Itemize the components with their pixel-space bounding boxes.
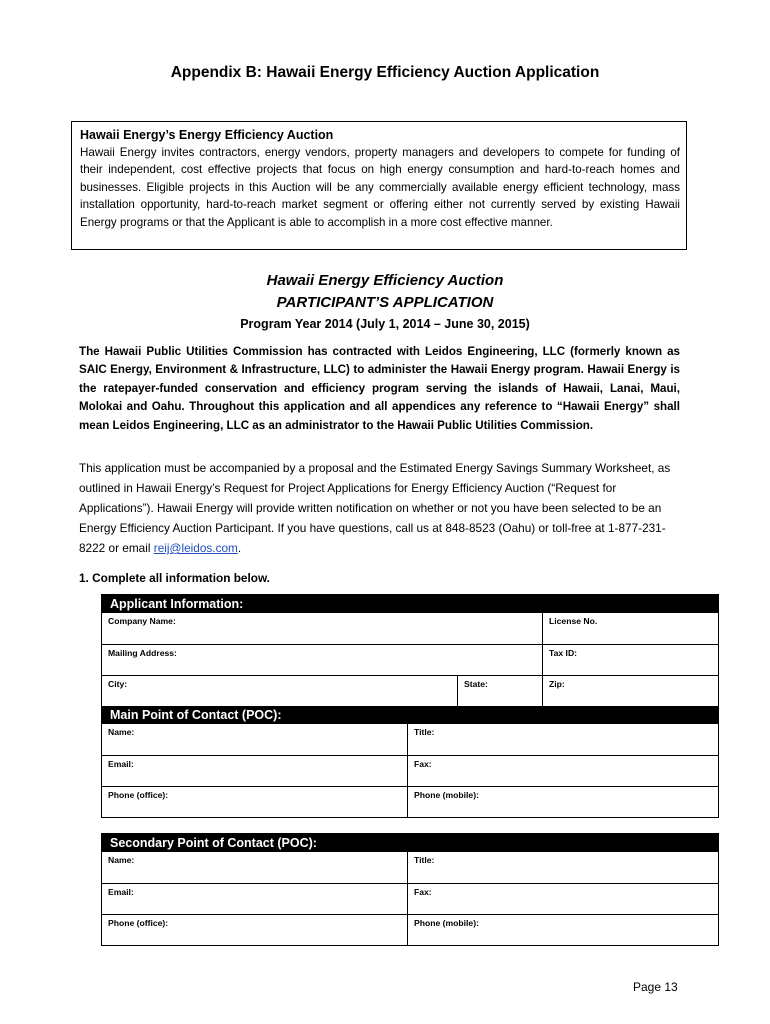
paragraph-end: . (237, 541, 242, 555)
secondary-poc-email-field[interactable]: Email: (108, 887, 134, 897)
company-name-field[interactable]: Company Name: (108, 616, 176, 626)
intro-box (71, 121, 687, 250)
form-row (102, 644, 718, 675)
secondary-poc-name-field[interactable]: Name: (108, 855, 135, 865)
form-row (102, 724, 718, 755)
license-number-field[interactable]: License No. (542, 613, 718, 644)
tax-id-field[interactable]: Tax ID: (542, 645, 718, 675)
main-poc-fax-field[interactable]: Fax: (407, 756, 718, 786)
page-number: Page 13 (633, 980, 678, 994)
instruction: 1. Complete all information below. (79, 571, 270, 585)
secondary-poc-title-field[interactable]: Title: (407, 852, 718, 883)
secondary-poc-phone-mobile-field[interactable]: Phone (mobile): (407, 915, 718, 945)
form-row (102, 675, 718, 706)
application-paragraph-text: This application must be accompanied by a proposal and the Estimated Energy Savings Summary Worksheet, as outlined in Hawaii Energy’s Request for Project Applications for Energy Efficiency Auction (“Request for Applications”). Hawaii Energy will provide written notification on whether or not you have been selected to be an Energy Efficiency Auction Participant. If you have questions, call us at 848-8523 (Oahu) or toll-free at 1-877-231-8222 or email (79, 461, 671, 555)
zip-field[interactable]: Zip: (542, 676, 718, 706)
city-field[interactable]: City: (108, 679, 128, 689)
application-paragraph (79, 458, 680, 558)
mailing-address-field[interactable]: Mailing Address: (108, 648, 177, 658)
intro-body: Hawaii Energy invites contractors, energy vendors, property managers and developers to compete for funding of their independent, cost effective projects that focus on high energy consumption and hard-to-reach homes and businesses. Eligible projects in this Auction will be any commercially available energy efficient technology, mass installation opportunity, hard-to-reach market segment or offering either not currently served by existing Hawaii Energy programs or that the Applicant is able to accomplish in a more cost effective manner. (80, 146, 680, 229)
application-heading: Hawaii Energy Efficiency Auction (266, 272, 504, 289)
intro-title: Hawaii Energy’s Energy Efficiency Auction (80, 128, 334, 142)
secondary-poc-form (101, 833, 719, 946)
main-poc-phone-office-field[interactable]: Phone (office): (108, 790, 169, 800)
main-poc-email-field[interactable]: Email: (108, 759, 134, 769)
state-field[interactable]: State: (457, 676, 542, 706)
main-poc-section-header: Main Point of Contact (POC): (102, 706, 718, 724)
application-subheading: PARTICIPANT’S APPLICATION (276, 294, 494, 311)
secondary-poc-section-header: Secondary Point of Contact (POC): (102, 834, 718, 852)
form-row (102, 755, 718, 786)
applicant-form (101, 594, 719, 818)
form-row (102, 786, 718, 817)
secondary-poc-fax-field[interactable]: Fax: (407, 884, 718, 914)
applicant-section-header: Applicant Information: (102, 595, 718, 613)
form-row (102, 852, 718, 883)
form-row (102, 613, 718, 644)
form-row (102, 914, 718, 945)
page-title: Appendix B: Hawaii Energy Efficiency Auction Application (170, 64, 600, 81)
program-year: Program Year 2014 (July 1, 2014 – June 30, 2015) (240, 317, 530, 331)
main-poc-title-field[interactable]: Title: (407, 724, 718, 755)
main-poc-name-field[interactable]: Name: (108, 727, 135, 737)
form-row (102, 883, 718, 914)
contact-email-link[interactable]: reij@leidos.com (153, 541, 238, 555)
main-poc-phone-mobile-field[interactable]: Phone (mobile): (407, 787, 718, 817)
secondary-poc-phone-office-field[interactable]: Phone (office): (108, 918, 169, 928)
commission-paragraph: The Hawaii Public Utilities Commission has contracted with Leidos Engineering, LLC (formerly known as SAIC Energy, Environment & Infrastructure, LLC) to administer the Hawaii Energy program. Hawaii Energy is the ratepayer-funded conservation and efficiency program serving the islands of Hawaii, Lanai, Maui, Molokai and Oahu. Throughout this application and all appendices any reference to “Hawaii Energy” shall mean Leidos Engineering, LLC as an administrator to the Hawaii Public Utilities Commission. (79, 345, 680, 432)
